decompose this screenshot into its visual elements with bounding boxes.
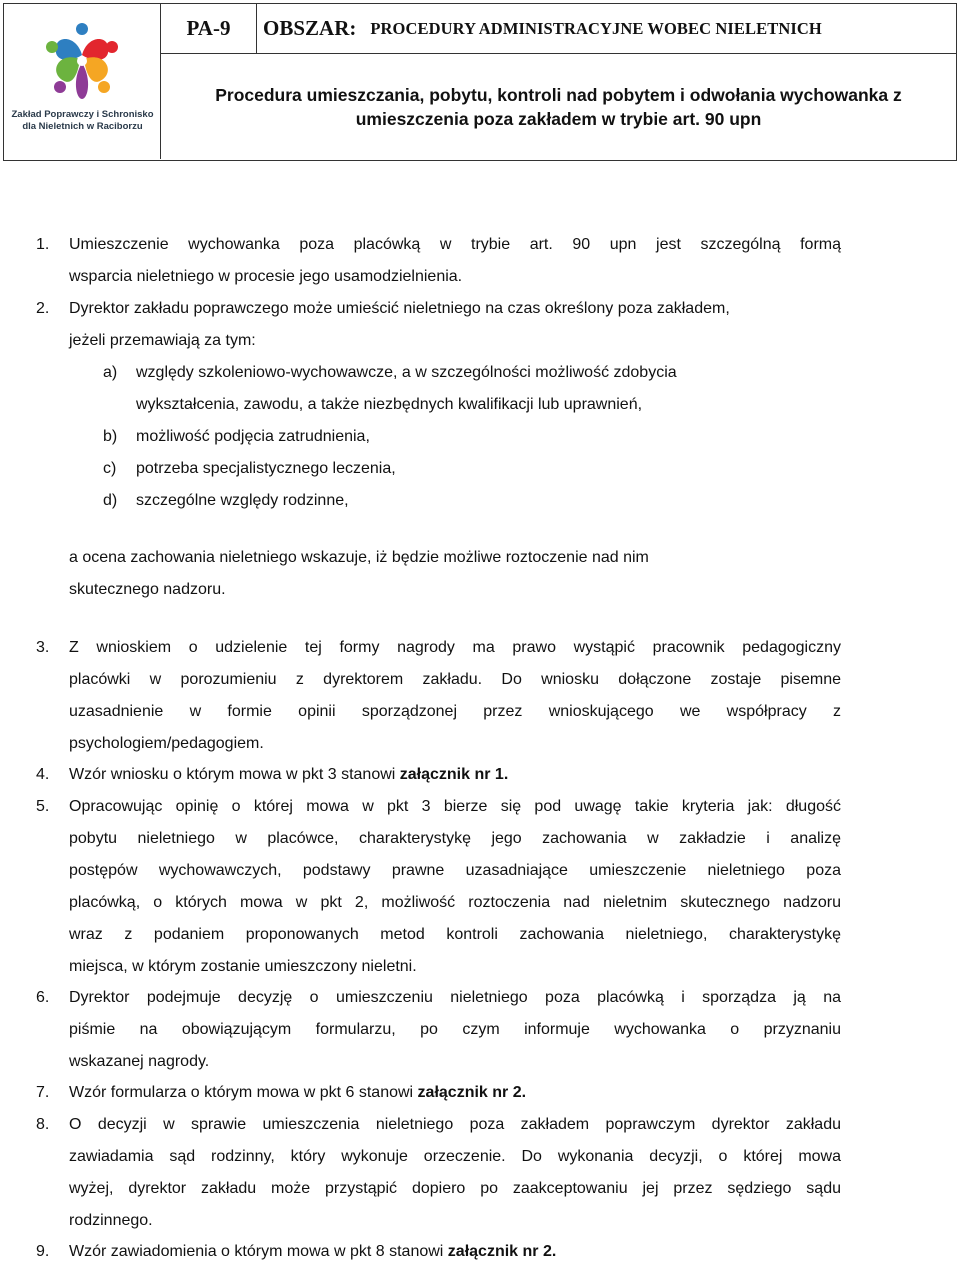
list-item-line: placówką, o których mowa w pkt 2, możliwość roztoczenia nad nieletnim skutecznego nadzoru bbox=[69, 894, 841, 911]
list-item-line: psychologiem/pedagogiem. bbox=[69, 735, 264, 752]
item-number: 3. bbox=[36, 639, 50, 656]
subitem-line: możliwość podjęcia zatrudnienia, bbox=[136, 428, 370, 445]
item-number: 2. bbox=[36, 300, 50, 317]
institution-logo-icon bbox=[14, 12, 151, 107]
list-item-line: jeżeli przemawiają za tym: bbox=[69, 332, 256, 349]
subitem-line: względy szkoleniowo-wychowawcze, a w szczególności możliwość zdobycia bbox=[136, 364, 677, 381]
list-item-line: Opracowując opinię o której mowa w pkt 3 bierze się pod uwagę takie kryteria jak: długość bbox=[69, 798, 841, 815]
logo-text-line1: Zakład Poprawczy i Schronisko bbox=[11, 109, 154, 120]
list-item-line: Umieszczenie wychowanka poza placówką w trybie art. 90 upn jest szczególną formą bbox=[69, 236, 841, 253]
list-item-line: wsparcia nieletniego w procesie jego usamodzielnienia. bbox=[69, 268, 463, 285]
attachment-reference: załącznik nr 1. bbox=[399, 766, 509, 783]
list-item-line: placówki w porozumieniu z dyrektorem zakładu. Do wniosku dołączone zostaje pisemne bbox=[69, 671, 841, 688]
item-number: 5. bbox=[36, 798, 50, 815]
item-number: 7. bbox=[36, 1084, 50, 1101]
document-code: PA-9 bbox=[161, 4, 257, 54]
subitem bbox=[136, 357, 836, 421]
list-item-line: wraz z podaniem proponowanych metod kontroli zachowania nieletniego, charakterystykę bbox=[69, 926, 841, 943]
attachment-reference: załącznik nr 2. bbox=[417, 1084, 527, 1101]
item-number: 8. bbox=[36, 1116, 50, 1133]
list-item-line: pobytu nieletniego w placówce, charakterystykę jego zachowania w zakładzie i analizę bbox=[69, 830, 841, 847]
subitem-letter: c) bbox=[103, 460, 117, 477]
item-number: 1. bbox=[36, 236, 50, 253]
item-number: 9. bbox=[36, 1243, 50, 1260]
list-item-line: Dyrektor podejmuje decyzję o umieszczeniu nieletniego poza placówką i sporządza ją na bbox=[69, 989, 841, 1006]
list-item bbox=[69, 632, 841, 760]
area-value: PROCEDURY ADMINISTRACYJNE WOBEC NIELETNICH bbox=[370, 18, 822, 38]
item-number: 4. bbox=[36, 766, 50, 783]
item-number: 6. bbox=[36, 989, 50, 1006]
list-item-line: wskazanej nagrody. bbox=[69, 1053, 210, 1070]
list-item bbox=[69, 982, 841, 1078]
list-item-line: wyżej, dyrektor zakładu może przystąpić dopiero po zaakceptowaniu jej przez sędziego sądu bbox=[69, 1180, 841, 1197]
list-item-line: postępów wychowawczych, podstawy prawne uzasadniające umieszczenie nieletniego poza bbox=[69, 862, 841, 879]
list-item-line: piśmie na obowiązującym formularzu, po czym informuje wychowanka o przyznaniu bbox=[69, 1021, 841, 1038]
area-label: OBSZAR: bbox=[263, 16, 357, 40]
document-header bbox=[3, 3, 957, 161]
logo-cell bbox=[4, 4, 161, 159]
list-item-text: Wzór wniosku o którym mowa w pkt 3 stanowi bbox=[69, 766, 400, 783]
list-item-text: Wzór formularza o którym mowa w pkt 6 stanowi bbox=[69, 1084, 418, 1101]
subitem-letter: b) bbox=[103, 428, 118, 445]
list-item bbox=[69, 293, 841, 357]
condition-line: a ocena zachowania nieletniego wskazuje, iż będzie możliwe roztoczenie nad nim bbox=[69, 549, 649, 566]
subitem bbox=[136, 485, 836, 517]
subitem-letter: a) bbox=[103, 364, 118, 381]
list-item-line: rodzinnego. bbox=[69, 1212, 153, 1229]
condition-paragraph bbox=[69, 542, 841, 606]
list-item bbox=[69, 1077, 841, 1109]
subitem bbox=[136, 453, 836, 485]
procedure-title bbox=[161, 54, 956, 160]
list-item bbox=[69, 791, 841, 983]
list-item-line: miejsca, w którym zostanie umieszczony nieletni. bbox=[69, 958, 417, 975]
list-item bbox=[69, 229, 841, 293]
list-item bbox=[69, 759, 841, 791]
subitem-line: wykształcenia, zawodu, a także niezbędnych kwalifikacji lub uprawnień, bbox=[136, 396, 643, 413]
list-item-line: zawiadamia sąd rodzinny, który wykonuje orzeczenie. Do wykonania decyzji, o której mowa bbox=[69, 1148, 841, 1165]
subitem-line: potrzeba specjalistycznego leczenia, bbox=[136, 460, 396, 477]
area-cell bbox=[257, 4, 956, 54]
procedure-title-line2: umieszczenia poza zakładem w trybie art. 90 upn bbox=[355, 109, 762, 129]
subitem-line: szczególne względy rodzinne, bbox=[136, 492, 349, 509]
subitem bbox=[136, 421, 836, 453]
list-item-text: Wzór zawiadomienia o którym mowa w pkt 8 stanowi bbox=[69, 1243, 448, 1260]
list-item-line: O decyzji w sprawie umieszczenia nieletniego poza zakładem poprawczym dyrektor zakładu bbox=[69, 1116, 841, 1133]
list-item-line: uzasadnienie w formie opinii sporządzonej przez wnioskującego we współpracy z bbox=[69, 703, 841, 720]
subitem-letter: d) bbox=[103, 492, 118, 509]
list-item bbox=[69, 1236, 841, 1268]
list-item bbox=[69, 1109, 841, 1237]
logo-text-line2: dla Nieletnich w Raciborzu bbox=[22, 121, 143, 132]
attachment-reference: załącznik nr 2. bbox=[447, 1243, 557, 1260]
list-item-line: Z wnioskiem o udzielenie tej formy nagrody ma prawo wystąpić pracownik pedagogiczny bbox=[69, 639, 841, 656]
condition-line: skutecznego nadzoru. bbox=[69, 581, 226, 598]
procedure-title-line1: Procedura umieszczania, pobytu, kontroli nad pobytem i odwołania wychowanka z bbox=[215, 85, 902, 105]
list-item-line: Dyrektor zakładu poprawczego może umieścić nieletniego na czas określony poza zakładem, bbox=[69, 300, 730, 317]
